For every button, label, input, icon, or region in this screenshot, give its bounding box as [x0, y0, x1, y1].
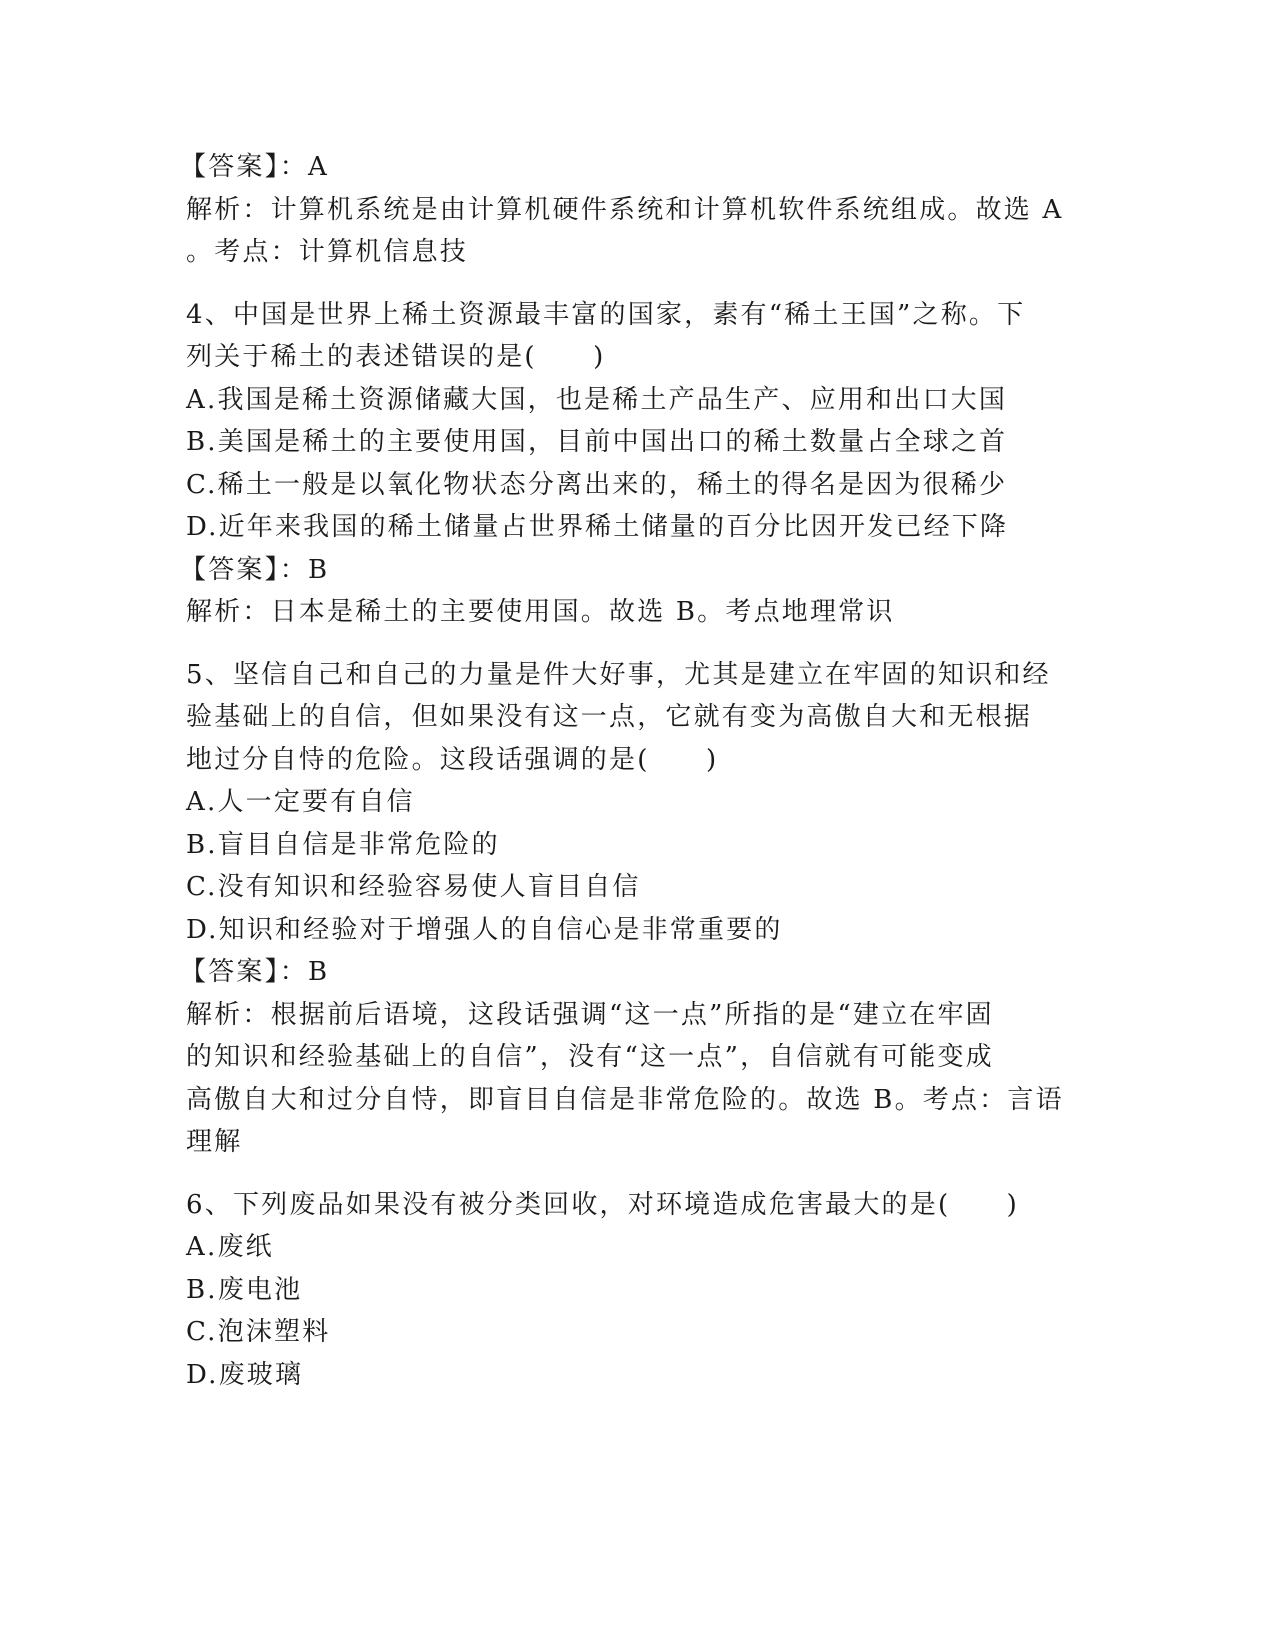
explanation-line: 解析：根据前后语境，这段话强调“这一点”所指的是“建立在牢固 — [186, 999, 994, 1030]
question-stem-line: 5、坚信自己和自己的力量是件大好事，尤其是建立在牢固的知识和经 — [186, 659, 1051, 690]
option-b: B.美国是稀土的主要使用国，目前中国出口的稀土数量占全球之首 — [186, 427, 1008, 457]
option-c: C.泡沫塑料 — [186, 1317, 331, 1347]
question-stem-line: 验基础上的自信，但如果没有这一点，它就有变为高傲自大和无根据 — [186, 702, 1033, 732]
answer-line: 【答案】：B — [180, 554, 330, 585]
question-stem-line: 4、中国是世界上稀土资源最丰富的国家，素有“稀土王国”之称。下 — [186, 299, 1026, 330]
option-c: C.稀土一般是以氧化物状态分离出来的，稀土的得名是因为很稀少 — [186, 469, 1008, 500]
document-page — [180, 146, 1086, 1396]
explanation-line: 的知识和经验基础上的自信”，没有“这一点”，自信就有可能变成 — [186, 1042, 994, 1072]
explanation-line: 理解 — [186, 1127, 243, 1157]
question-6-block — [186, 1184, 1086, 1397]
option-a: A.我国是稀土资源储藏大国，也是稀土产品生产、应用和出口大国 — [186, 384, 1008, 415]
explanation-line: 高傲自大和过分自恃，即盲目自信是非常危险的。故选 B。考点：言语 — [186, 1084, 1064, 1115]
question-stem-line: 列关于稀土的表述错误的是( ) — [186, 342, 606, 372]
option-d: D.废玻璃 — [186, 1359, 304, 1390]
answer-line: 【答案】：A — [180, 152, 329, 182]
option-b: B.盲目自信是非常危险的 — [186, 829, 500, 860]
option-a: A.废纸 — [186, 1232, 274, 1262]
explanation-line: 解析：计算机系统是由计算机硬件系统和计算机软件系统组成。故选 A — [186, 194, 1064, 225]
question-5-block — [180, 654, 1086, 1164]
question-stem-line: 6、下列废品如果没有被分类回收，对环境造成危害最大的是( ) — [186, 1189, 1020, 1220]
explanation-line: 。考点：计算机信息技 — [186, 237, 469, 267]
question-3-answer-block — [180, 146, 1086, 274]
option-d: D.近年来我国的稀土储量占世界稀土储量的百分比因开发已经下降 — [186, 512, 1009, 542]
option-d: D.知识和经验对于增强人的自信心是非常重要的 — [186, 914, 783, 945]
option-a: A.人一定要有自信 — [186, 787, 415, 817]
question-4-block — [180, 294, 1086, 634]
answer-line: 【答案】：B — [180, 957, 330, 987]
option-c: C.没有知识和经验容易使人盲目自信 — [186, 872, 641, 902]
explanation-line: 解析：日本是稀土的主要使用国。故选 B。考点地理常识 — [186, 597, 895, 627]
option-b: B.废电池 — [186, 1274, 303, 1305]
question-stem-line: 地过分自恃的危险。这段话强调的是( ) — [186, 744, 719, 775]
